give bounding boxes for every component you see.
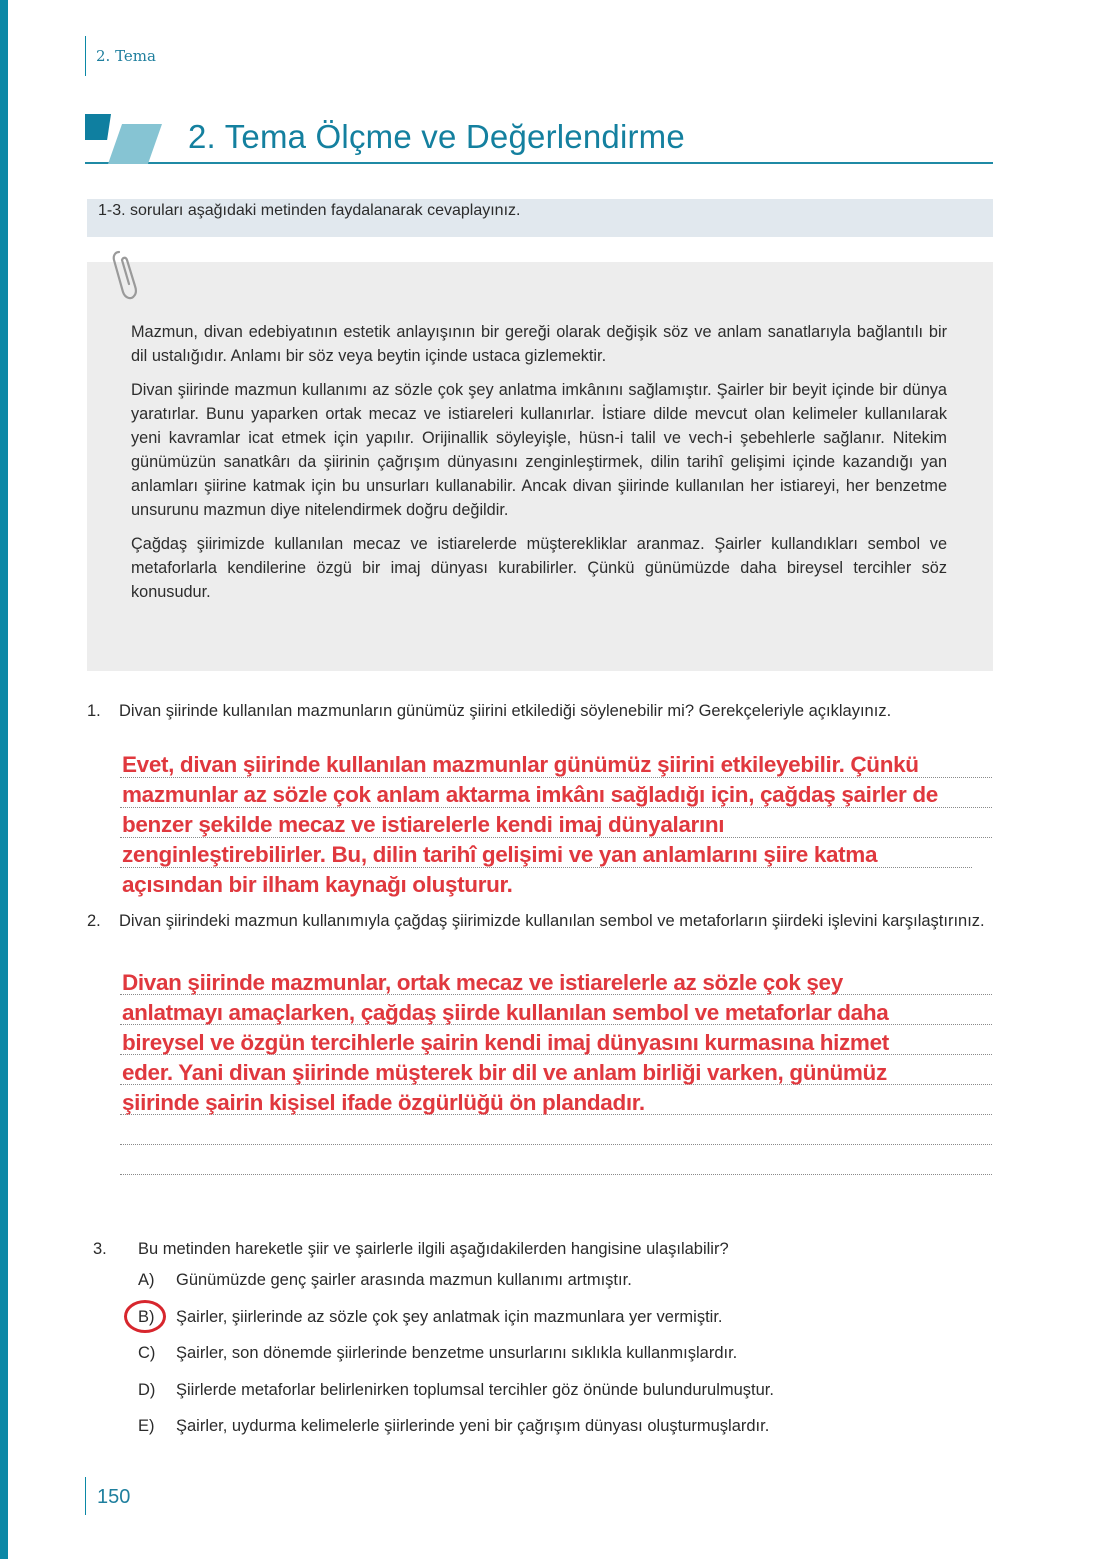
answer-text-line: Evet, divan şiirinde kullanılan mazmunlar günümüz şiirini etkileyebilir. Çünkü	[122, 752, 919, 777]
option-letter: E)	[138, 1417, 155, 1435]
option-text: Şairler, son dönemde şiirlerinde benzetme unsurlarını sıklıkla kullanmışlardır.	[176, 1344, 738, 1362]
answer-text-line: eder. Yani divan şiirinde müşterek bir dil ve anlam birliği varken, günümüz	[122, 1060, 887, 1085]
page-number	[85, 1477, 130, 1515]
question-number: 1.	[87, 702, 101, 720]
answer-text-line: mazmunlar az sözle çok anlam aktarma imkânı sağladığı için, çağdaş şairler de	[122, 782, 938, 807]
passage-paragraph: Divan şiirinde mazmun kullanımı az sözle çok şey anlatma imkânını sağlamıştır. Şairler bir beyit içinde bir dünya yaratırlar. Bunu yaparken ortak mecaz ve istiareleri kullanırlar. İstiare dilde mevcut olan kelimeler kullanılarak yeni kavramlar icat etmek için yapılır. Orijinallik söyleyişle, hüsn-i talil ve vech-i şebehlerle sağlanır. Nitekim günümüzün sanatkârı da şiirinin çağrışım dünyasını zenginleştirmek, dilin tarihî gelişimi içinde kazandığı yan anlamları şiirine katmak için bu unsurları kullanabilir. Ancak divan şiirinde kullanılan her istiareyi, her benzetme unsurunu mazmun diye nitelendirmek doğru değildir.	[131, 381, 947, 519]
question-text: Divan şiirinde kullanılan mazmunların günümüz şiirini etkilediği söylenebilir mi? Gerekçeleriyle açıklayınız.	[119, 702, 892, 720]
answer-text-line: zenginleştirebilirler. Bu, dilin tarihî gelişimi ve yan anlamlarını şiire katma	[122, 842, 878, 867]
option-letter: C)	[138, 1344, 156, 1362]
answer-text-line: Divan şiirinde mazmunlar, ortak mecaz ve istiarelerle az sözle çok şey	[122, 970, 843, 995]
answer-text-line: açısından bir ilham kaynağı oluşturur.	[122, 872, 513, 897]
title-square-icon	[85, 114, 111, 140]
answer-text-line: benzer şekilde mecaz ve istiarelerle kendi imaj dünyalarını	[122, 812, 725, 837]
question-number: 3.	[93, 1240, 107, 1258]
answer-text-line: şiirinde şairin kişisel ifade özgürlüğü ön plandadır.	[122, 1090, 645, 1115]
passage-paragraph: Çağdaş şiirimizde kullanılan mecaz ve istiarelerde müşterekliklar aranmaz. Şairler kullandıkları sembol ve metaforlarla kendilerine özgü bir imaj dünyası kurabilirler. Çünkü günümüzde daha bireysel tercihler söz konusudur.	[131, 535, 947, 601]
option-text: Günümüzde genç şairler arasında mazmun kullanımı artmıştır.	[176, 1271, 632, 1289]
option-text: Şairler, uydurma kelimelerle şiirlerinde yeni bir çağrışım dünyası oluşturmuşlardır.	[176, 1417, 770, 1435]
question-number: 2.	[87, 912, 101, 930]
option-text: Şairler, şiirlerinde az sözle çok şey anlatmak için mazmunlara yer vermiştir.	[176, 1307, 723, 1326]
question-3	[93, 1237, 993, 1261]
question-2	[87, 909, 993, 933]
page-number-text: 150	[97, 1486, 131, 1508]
title-bar	[85, 112, 993, 164]
answer-line	[120, 1115, 992, 1145]
question-1	[87, 699, 993, 723]
handwritten-answer-2	[122, 968, 889, 1118]
page-title: 2. Tema Ölçme ve Değerlendirme	[188, 118, 685, 155]
answer-line	[120, 1145, 992, 1175]
left-edge-stripe	[0, 0, 8, 1559]
running-head-text: 2. Tema	[96, 47, 156, 65]
handwritten-answer-1	[122, 750, 938, 900]
answer-text-line: anlatmayı amaçlarken, çağdaş şiirde kullanılan sembol ve metaforlar daha	[122, 1000, 889, 1025]
passage-paragraph: Mazmun, divan edebiyatının estetik anlayışının bir gereği olarak değişik söz ve anlam sanatlarıyla bağlantılı bir dil ustalığıdır. Anlamı bir söz veya beytin içinde ustaca gizlemektir.	[131, 323, 947, 365]
option-letter: B)	[138, 1307, 155, 1326]
answer-text-line: bireysel ve özgün tercihlerle şairin kendi imaj dünyasını kurmasına hizmet	[122, 1030, 889, 1055]
title-parallelogram-icon	[108, 124, 162, 164]
running-head	[85, 36, 156, 76]
instruction-banner: 1-3. soruları aşağıdaki metinden faydalanarak cevaplayınız.	[87, 199, 993, 237]
paperclip-icon	[105, 248, 141, 304]
reading-passage	[87, 262, 993, 671]
question-text: Divan şiirindeki mazmun kullanımıyla çağdaş şiirimizde kullanılan sembol ve metaforların şiirdeki işlevini karşılaştırınız.	[119, 912, 985, 930]
option-text: Şiirlerde metaforlar belirlenirken toplumsal tercihler göz önünde bulundurulmuştur.	[176, 1380, 774, 1399]
question-text: Bu metinden hareketle şiir ve şairlerle ilgili aşağıdakilerden hangisine ulaşılabilir?	[138, 1240, 729, 1258]
option-letter: D)	[138, 1380, 156, 1399]
option-letter: A)	[138, 1271, 155, 1289]
